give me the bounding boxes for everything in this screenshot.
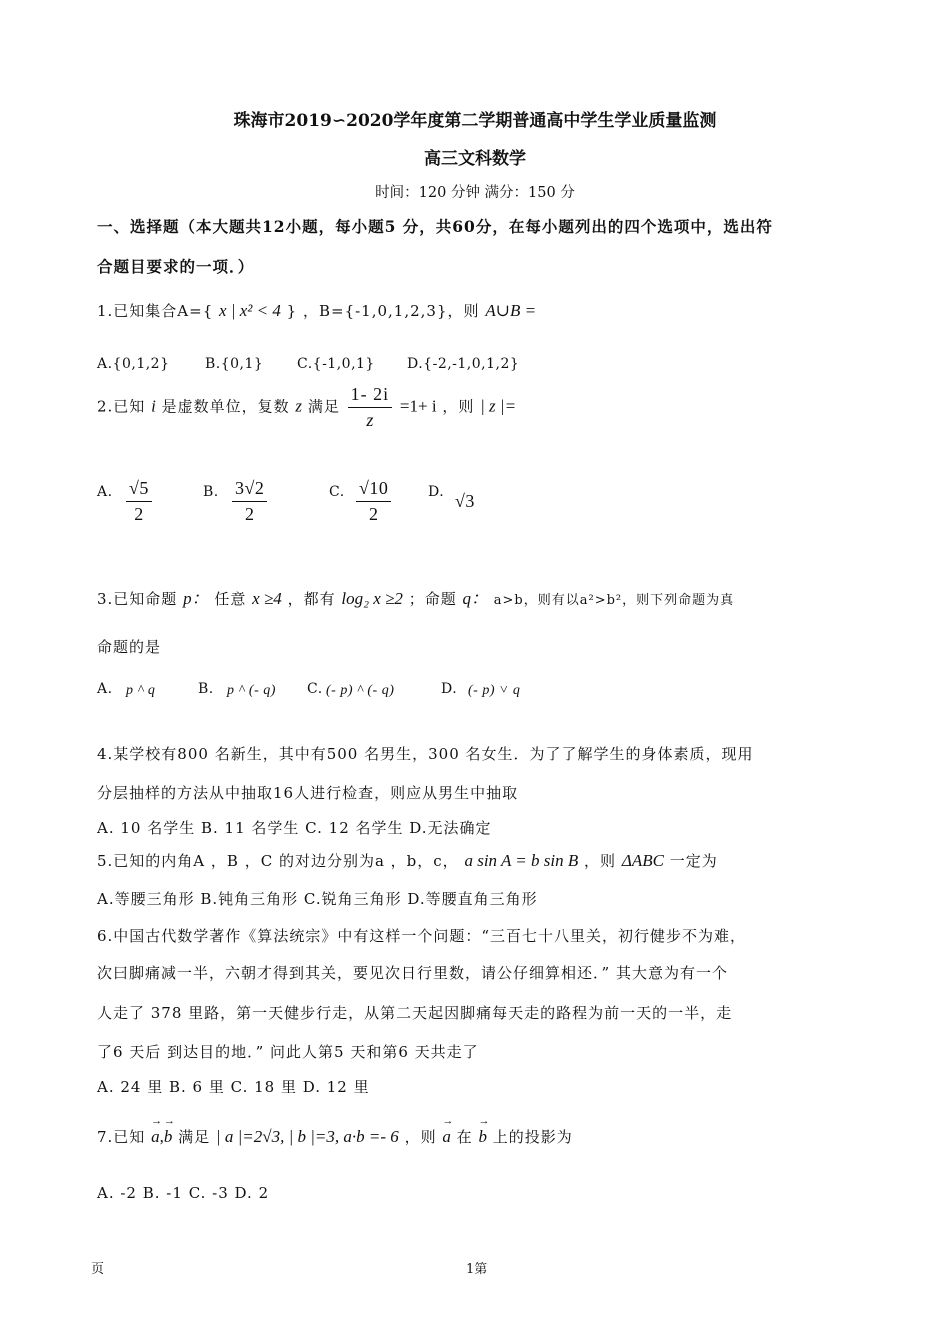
q3-text-c: ，都有 xyxy=(287,590,336,608)
q6-line2: 次曰脚痛减一半，六朝才得到其关，要见次日行里数，请公仔细算相还．” 其大意为有一个 xyxy=(97,964,728,982)
q3-option-a-label: A. xyxy=(97,681,113,697)
question-5 xyxy=(97,850,718,871)
q2-option-b xyxy=(230,478,269,525)
footer-page-number: 1第 xyxy=(466,1262,488,1277)
q7-text-e: 上的投影为 xyxy=(492,1128,573,1146)
q3-option-b-label: B. xyxy=(198,681,214,697)
q4-line1: 4.某学校有800 名新生，其中有500 名男生，300 名女生．为了了解学生的身体素质，现用 xyxy=(97,745,754,763)
q1-set-condition: x | x² < 4 xyxy=(219,301,281,320)
q6-options: A. 24 里 B. 6 里 C. 18 里 D. 12 里 xyxy=(97,1078,370,1096)
question-2 xyxy=(97,384,516,431)
q2-option-b-label: B. xyxy=(203,484,219,500)
q5-text-a: 5.已知的内角A ，B ，C 的对边分别为a ，b，c， xyxy=(97,852,459,870)
q2-text-d: ，则 xyxy=(442,397,475,416)
q2-text-b: 是虚数单位，复数 xyxy=(161,397,290,416)
q3-cond2: log₂ x ≥2 xyxy=(341,589,403,608)
q2-option-d-label: D. xyxy=(428,484,445,500)
q3-text-d: ；命题 xyxy=(408,590,457,608)
q7-vector-b-2: → b xyxy=(478,1127,487,1147)
q1-option-b: B.{0,1} xyxy=(205,356,264,372)
q5-triangle: ΔABC xyxy=(621,851,664,870)
q1-option-d: D.{-2,-1,0,1,2} xyxy=(407,356,520,372)
q3-cond1: x ≥4 xyxy=(252,589,282,608)
q2-option-b-den: 2 xyxy=(244,504,255,524)
q4-options: A. 10 名学生 B. 11 名学生 C. 12 名学生 D.无法确定 xyxy=(97,819,492,837)
q3-option-d: (- p) ˅ q xyxy=(468,683,521,698)
q2-option-a-den: 2 xyxy=(134,504,144,524)
q3-text-e: a>b，则有以a²>b²，则下列命题为真 xyxy=(493,593,735,608)
q2-abs-z: | z |= xyxy=(480,396,517,416)
q1-text-a: 1.已知集合A={ xyxy=(97,302,214,320)
q2-option-c-label: C. xyxy=(329,484,345,500)
q7-condition: | a |=2√3, | b |=3, a·b =- 6 xyxy=(215,1127,399,1146)
q2-z: z xyxy=(295,396,303,416)
q2-option-c-den: 2 xyxy=(368,504,379,524)
q3-q: q： xyxy=(462,589,488,608)
q6-line3: 人走了 378 里路，第一天健步行走，从第二天起因脚痛每天走的路程为前一天的一半，走 xyxy=(97,1004,733,1022)
q2-option-d: √3 xyxy=(455,491,475,511)
q5-text-c: 一定为 xyxy=(669,852,718,870)
exam-meta: 时间：120 分钟 满分：150 分 xyxy=(375,185,575,201)
q2-option-b-num: 3√2 xyxy=(232,478,267,502)
q3-text-a: 3.已知命题 xyxy=(97,590,178,608)
q7-text-c: ，则 xyxy=(404,1128,437,1146)
q6-line4: 了6 天后 到达目的地．” 问此人第5 天和第6 天共走了 xyxy=(97,1043,479,1061)
q2-imag-unit: i xyxy=(151,396,156,416)
q7-text-b: 满足 xyxy=(178,1128,211,1146)
q7-options: A. -2 B. -1 C. -3 D. 2 xyxy=(97,1184,270,1202)
q2-text-a: 2.已知 xyxy=(97,397,146,416)
q2-option-c xyxy=(354,478,393,525)
q7-vector-a-2: → a xyxy=(442,1127,451,1147)
q3-option-b: p ^ (- q) xyxy=(227,683,276,698)
section-heading-line1: 一、选择题（本大题共12小题，每小题5 分，共60分，在每小题列出的四个选项中，选出符 xyxy=(97,217,773,236)
q1-union-expr: A∪B = xyxy=(485,301,537,320)
exam-subtitle: 高三文科数学 xyxy=(424,149,526,169)
exam-title: 珠海市2019∽2020学年度第二学期普通高中学生学业质量监测 xyxy=(233,111,717,131)
q2-fraction-denominator: z xyxy=(366,410,374,430)
q3-option-c: (- p) ^ (- q) xyxy=(326,683,395,698)
q4-line2: 分层抽样的方法从中抽取16人进行检查，则应从男生中抽取 xyxy=(97,784,519,802)
q2-option-a-num: √5 xyxy=(126,478,152,502)
question-1 xyxy=(97,300,536,321)
q2-fraction xyxy=(348,384,393,431)
q6-line1: 6.中国古代数学著作《算法统宗》中有这样一个问题：“三百七十八里关，初行健步不为难， xyxy=(97,927,746,945)
question-7: 7.已知 → a,→ b 满足 | a |=2√3, | b |=3, a·b =- 6 ，则 → a 在 → b 上的投影为 xyxy=(97,1126,573,1147)
q7-vector-b: → b xyxy=(164,1127,173,1147)
q3-option-c-label: C. xyxy=(307,681,323,697)
q1-option-c: C.{-1,0,1} xyxy=(297,356,375,372)
q7-text-a: 7.已知 xyxy=(97,1128,146,1146)
q3-p: p： xyxy=(183,589,209,608)
section-heading-line2: 合题目要求的一项．） xyxy=(97,257,255,276)
q5-equation: a sin A = b sin B xyxy=(464,851,579,870)
q1-text-b: } ，B={-1,0,1,2,3}，则 xyxy=(286,302,480,320)
q3-option-a: p ^ q xyxy=(126,683,156,698)
q1-option-a: A.{0,1,2} xyxy=(97,356,170,372)
q2-option-a-label: A. xyxy=(97,484,113,500)
q7-vector-a: → a xyxy=(151,1127,160,1147)
q2-fraction-numerator: 1- 2i xyxy=(348,384,393,408)
q5-options: A.等腰三角形 B.钝角三角形 C.锐角三角形 D.等腰直角三角形 xyxy=(97,890,538,908)
q2-rhs: =1+ i xyxy=(399,396,437,416)
footer-left: 页 xyxy=(91,1262,105,1277)
q7-text-d: 在 xyxy=(456,1128,473,1146)
q3-line2: 命题的是 xyxy=(97,638,162,656)
q2-option-c-num: √10 xyxy=(356,478,391,502)
q3-text-b: 任意 xyxy=(214,590,247,608)
q2-text-c: 满足 xyxy=(307,397,340,416)
q2-option-a xyxy=(124,478,154,525)
q3-option-d-label: D. xyxy=(441,681,458,697)
q5-text-b: ，则 xyxy=(584,852,617,870)
question-3 xyxy=(97,584,734,609)
